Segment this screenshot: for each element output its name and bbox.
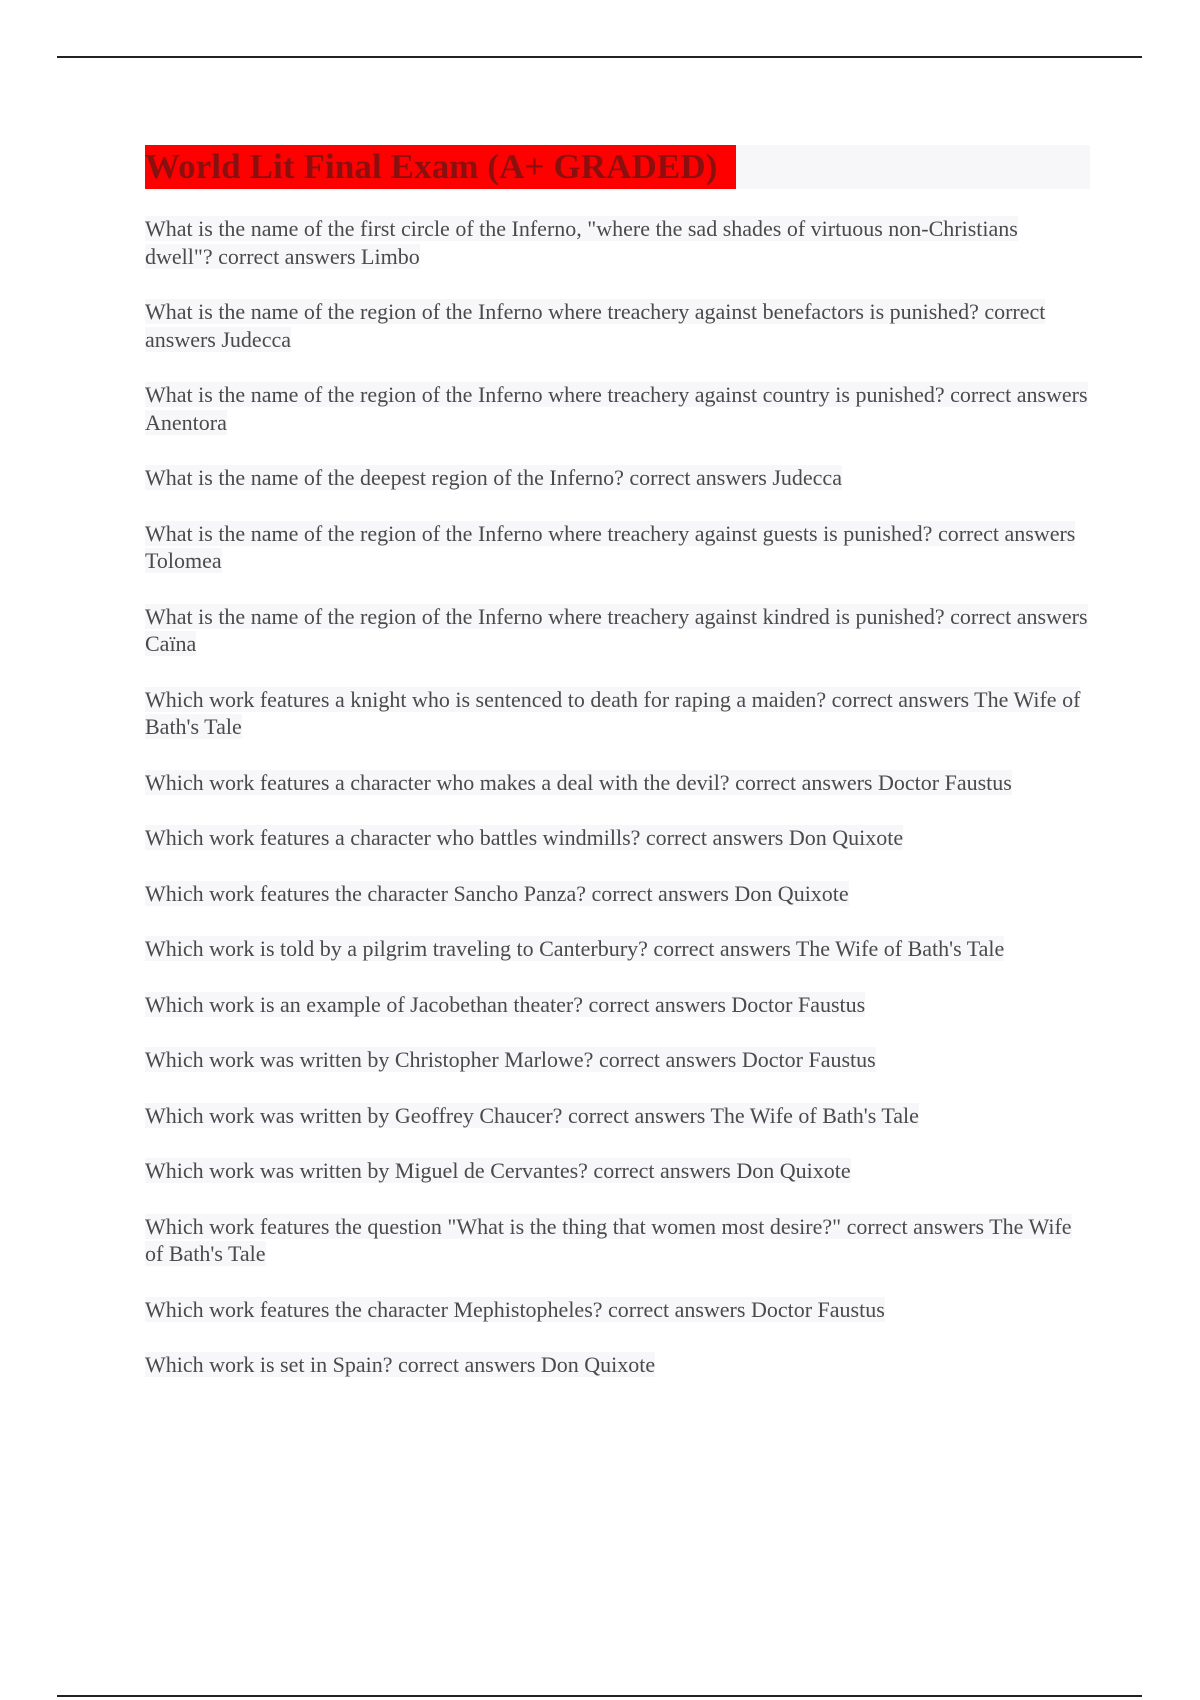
qa-item: Which work is set in Spain? correct answers Don Quixote: [145, 1352, 656, 1377]
qa-item: Which work was written by Miguel de Cervantes? correct answers Don Quixote: [145, 1158, 851, 1183]
document-title: World Lit Final Exam (A+ GRADED): [145, 145, 736, 189]
top-rule: [57, 56, 1142, 58]
bottom-rule: [57, 1695, 1142, 1697]
qa-item: What is the name of the region of the Inferno where treachery against guests is punished? correct answers Tolomea: [145, 520, 1076, 573]
qa-item: Which work features a character who battles windmills? correct answers Don Quixote: [145, 825, 904, 850]
qa-item: Which work is told by a pilgrim traveling to Canterbury? correct answers The Wife of Bath's Tale: [145, 936, 1005, 961]
qa-item: Which work features the character Sancho Panza? correct answers Don Quixote: [145, 880, 849, 906]
qa-item: Which work was written by Geoffrey Chaucer? correct answers The Wife of Bath's Tale: [145, 1102, 919, 1128]
document-body: [145, 145, 1090, 1407]
title-bar: [145, 145, 1090, 189]
qa-item: Which work features a knight who is sentenced to death for raping a maiden? correct answers The Wife of Bath's Tale: [145, 686, 1081, 739]
qa-item: Which work features the character Mephistopheles? correct answers Doctor Faustus: [145, 1296, 885, 1322]
qa-item: Which work features the question "What is the thing that women most desire?" correct answers The Wife of Bath's Tale: [145, 1213, 1072, 1266]
qa-item: Which work features a character who makes a deal with the devil? correct answers Doctor Faustus: [145, 769, 1012, 795]
qa-item: What is the name of the region of the Inferno where treachery against country is punished? correct answers Anentora: [145, 382, 1088, 435]
qa-item: What is the name of the region of the Inferno where treachery against benefactors is punished? correct answers Judecca: [145, 299, 1046, 352]
qa-item: What is the name of the deepest region of the Inferno? correct answers Judecca: [145, 465, 842, 490]
qa-item: What is the name of the region of the Inferno where treachery against kindred is punished? correct answers Caïna: [145, 603, 1088, 656]
qa-list: [145, 215, 1090, 1379]
qa-item: Which work is an example of Jacobethan theater? correct answers Doctor Faustus: [145, 991, 866, 1017]
qa-item: What is the name of the first circle of the Inferno, "where the sad shades of virtuous non-Christians dwell"? correct answers Limbo: [145, 216, 1018, 269]
qa-item: Which work was written by Christopher Marlowe? correct answers Doctor Faustus: [145, 1047, 876, 1072]
